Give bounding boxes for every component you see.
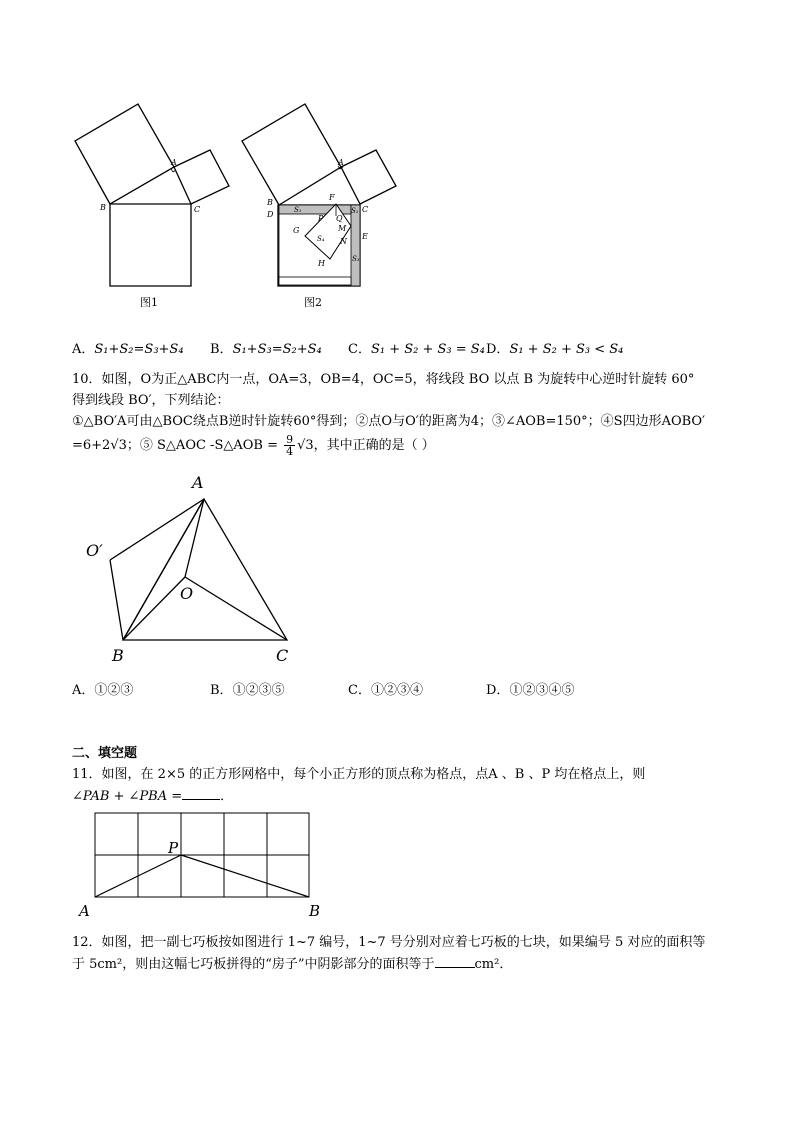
q11-label-b: B	[309, 902, 321, 920]
fig2-label-s1: S₁	[294, 206, 302, 214]
q10-line-1: 10．如图，O为正△ABC内一点，OA=3，OB=4，OC=5，将线段 BO 以点 B 为旋转中心逆时针旋转 60°	[72, 372, 695, 387]
fig1-label-b: B	[100, 203, 106, 212]
figure-1	[75, 104, 229, 286]
q11-answer-blank[interactable]	[182, 789, 220, 800]
fig2-label-g: G	[293, 226, 300, 235]
fig2-label-s3: S₃	[352, 255, 360, 263]
fig2-label-e: E	[362, 232, 368, 241]
q11-label-a: A	[79, 902, 90, 920]
q10-triangle-figure	[80, 470, 300, 670]
q12-line-1: 12．如图，把一副七巧板按如图进行 1~7 编号，1~7 号分别对应着七巧板的七块，如果编号 5 对应的面积等	[72, 935, 706, 950]
fig2-label-d: D	[267, 210, 274, 219]
fig2-label-c: C	[362, 205, 369, 214]
fig2-caption: 图2	[304, 296, 322, 309]
fig2-label-a: A	[338, 158, 344, 167]
q10-line-3: ①△BO′A可由△BOC绕点B逆时针旋转60°得到；②点O与O′的距离为4；③∠AOB=150°；④S四边形AOBO′	[72, 414, 706, 429]
q10-option-d[interactable]: D．①②③④⑤	[486, 683, 575, 698]
q12-answer-blank[interactable]	[435, 957, 475, 968]
pythagoras-figures	[60, 95, 400, 320]
q10-option-a[interactable]: A．①②③	[72, 683, 134, 698]
q10-option-b[interactable]: B．①②③⑤	[210, 683, 285, 698]
q10-label-c: C	[276, 646, 289, 665]
q11-grid-figure	[75, 808, 330, 923]
fig2-label-s2: S₂	[351, 207, 359, 215]
fig1-label-c: C	[194, 205, 201, 214]
q9-option-c[interactable]: C．S₁ + S₂ + S₃ = S₄	[348, 342, 485, 357]
q12-line-2: 于 5cm²，则由这幅七巧板拼得的“房子”中阴影部分的面积等于 cm²．	[72, 957, 513, 972]
q11-label-p: P	[168, 839, 179, 857]
q10-line-4: =6+2√3；⑤ S△AOC -S△AOB = $\frac{9}{4}$ √3，其中正确的是（ ）	[72, 433, 435, 458]
q11-line-1: 11．如图，在 2×5 的正方形网格中，每个小正方形的顶点称为格点，点A 、B 、P 均在格点上，则	[72, 767, 646, 782]
fig2-label-s4: S₄	[317, 235, 325, 243]
q10-fraction: $\frac{9}{4}$	[286, 433, 294, 458]
q9-option-a[interactable]: A．S₁+S₂=S₃+S₄	[72, 342, 184, 357]
fig2-label-f: F	[329, 193, 335, 202]
q11-line-2: ∠PAB + ∠PBA = ．	[72, 789, 234, 804]
q10-option-c[interactable]: C．①②③④	[348, 683, 423, 698]
section-title-fill-in: 二、填空题	[72, 746, 138, 761]
fig1-caption: 图1	[140, 296, 158, 309]
fig2-label-n: N	[340, 237, 347, 246]
fig2-label-m: M	[338, 224, 347, 233]
q10-label-b: B	[112, 646, 124, 665]
q10-label-o-prime: O′	[86, 541, 103, 560]
fig2-label-q: Q	[336, 214, 343, 223]
q9-option-b[interactable]: B．S₁+S₃=S₂+S₄	[210, 342, 322, 357]
q10-label-o: O	[180, 584, 194, 603]
fig2-label-p: P	[318, 214, 324, 223]
q9-option-d[interactable]: D．S₁ + S₂ + S₃ < S₄	[486, 342, 624, 357]
fig2-label-h: H	[318, 259, 325, 268]
q10-label-a: A	[192, 473, 204, 492]
fig2-label-b: B	[267, 198, 273, 207]
q10-line-2: 得到线段 BO′，下列结论：	[72, 393, 230, 408]
fig1-label-a: A	[171, 158, 177, 167]
